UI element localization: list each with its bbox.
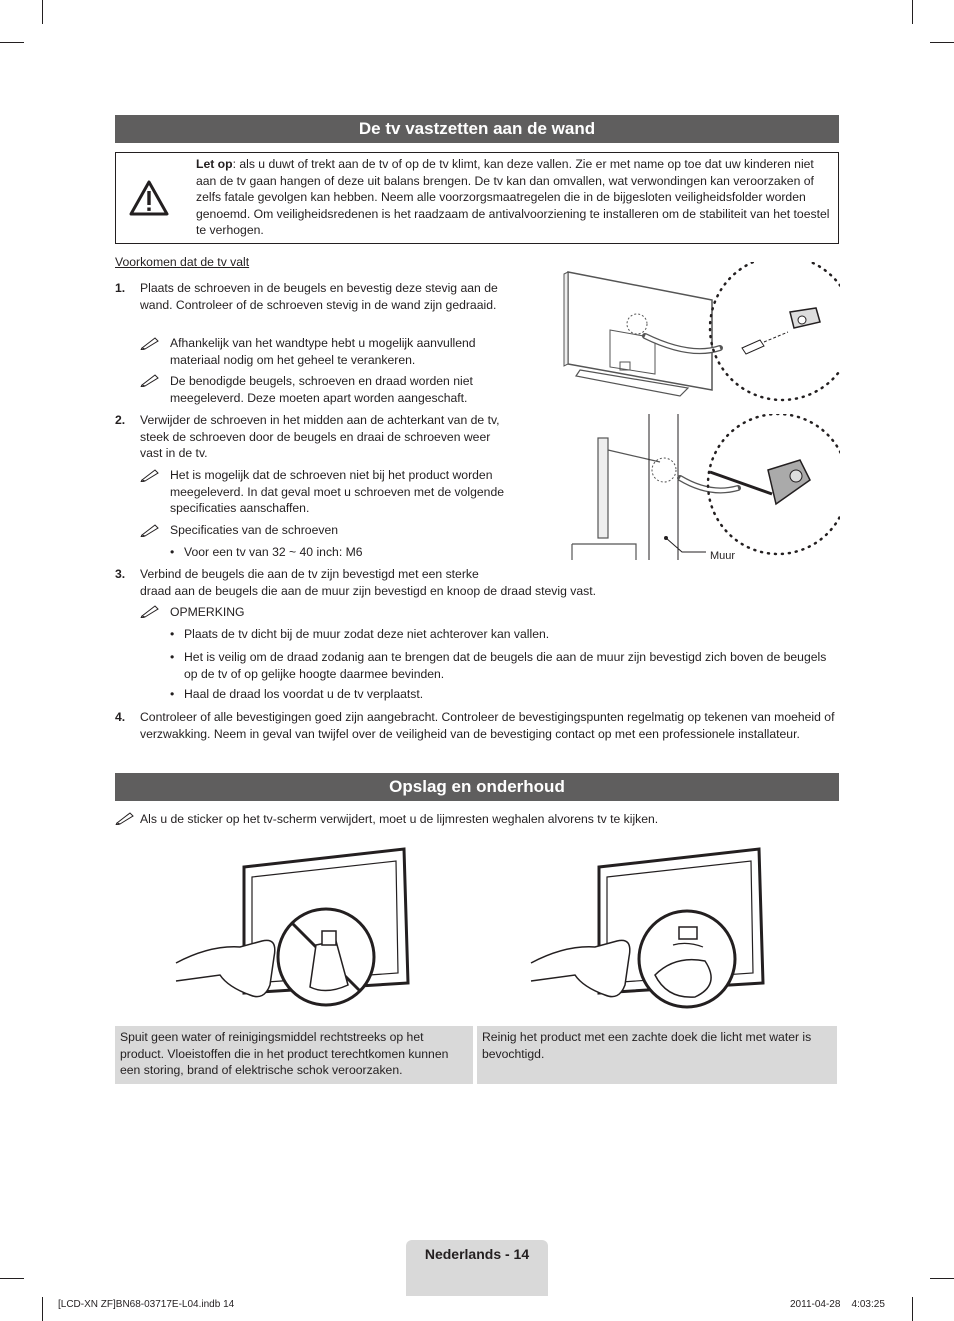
step-text: draad aan de beugels die aan de muur zijn bevestigd en knoop de draad stevig vast. (140, 584, 596, 598)
step-number: 2. (115, 413, 126, 427)
section-title-wall-mount: De tv vastzetten aan de wand (115, 115, 839, 143)
step-text: Verbind de beugels die aan de tv zijn bevestigd met een sterke (140, 567, 479, 581)
footer-filename: [LCD-XN ZF]BN68-03717E-L04.indb 14 (58, 1299, 235, 1310)
step-text: Plaats de schroeven in de beugels en bevestig deze stevig aan de wand. Controleer of de schroeven stevig in de wand zijn gedraaid. (140, 281, 498, 312)
step-number: 3. (115, 567, 126, 581)
caption-no-spray: Spuit geen water of reinigingsmiddel rechtstreeks op het product. Vloeistoffen die in het product terechtkomen kunnen een storing, brand of elektrische schok veroorzaken. (115, 1026, 473, 1084)
step-text: Controleer of alle bevestigingen goed zijn aangebracht. Controleer de bevestigingspunten regelmatig op tekenen van moeheid of verzwakking. Neem in geval van twijfel over de veiligheid van de bevestiging contact op met een professionele installateur. (140, 710, 835, 741)
caption-cloth-wipe: Reinig het product met een zachte doek die licht met water is bevochtigd. (477, 1026, 837, 1084)
note-pencil-icon (115, 811, 135, 825)
bullet-text: Het is veilig om de draad zodanig aan te brengen dat de beugels die aan de muur zijn bevestigd zich boven de beugels op de tv of op gelijke hoogte daarmee bevinden. (184, 650, 827, 681)
crop-mark (42, 1297, 43, 1321)
bullet-dot: • (170, 545, 175, 559)
note-pencil-icon (140, 604, 160, 618)
subheading-prevent-fall: Voorkomen dat de tv valt (115, 255, 250, 269)
bullet-dot: • (170, 687, 175, 701)
bullet-dot: • (170, 627, 175, 641)
crop-mark (0, 42, 24, 43)
step-note: Het is mogelijk dat de schroeven niet bij het product worden meegeleverd. In dat geval moet u schroeven met de volgende specificaties aanschaffen. (170, 468, 505, 516)
bullet-text: Voor een tv van 32 ~ 40 inch: M6 (184, 545, 363, 559)
sticker-note: Als u de sticker op het tv-scherm verwijdert, moet u de lijmresten weghalen alvorens tv te kijken. (140, 812, 659, 826)
crop-mark (42, 0, 43, 24)
caution-label: Let op (196, 157, 233, 171)
note-pencil-icon (140, 523, 160, 537)
illustration-bracket-on-tv (520, 262, 840, 422)
step-note: Afhankelijk van het wandtype hebt u mogelijk aanvullend materiaal nodig om het geheel te verankeren. (170, 336, 476, 367)
figure-label-wall: Muur (710, 550, 736, 562)
step-number: 4. (115, 710, 126, 724)
illustration-wire-to-wall (560, 414, 840, 562)
note-pencil-icon (140, 373, 160, 387)
crop-mark (930, 1278, 954, 1279)
note-label: OPMERKING (170, 605, 245, 619)
footer-timestamp: 2011-04-28 4:03:25 (790, 1299, 885, 1310)
crop-mark (912, 1297, 913, 1321)
crop-mark (930, 42, 954, 43)
section-title-storage-maintenance: Opslag en onderhoud (115, 773, 839, 801)
bullet-dot: • (170, 650, 175, 664)
illustration-cloth-wipe (525, 845, 775, 1015)
note-pencil-icon (140, 336, 160, 350)
crop-mark (912, 0, 913, 24)
caution-text (196, 156, 832, 239)
page-number: Nederlands - 14 (406, 1240, 548, 1296)
caution-body: : als u duwt of trekt aan de tv of op de tv klimt, kan deze vallen. Zie er met name op toe dat uw kinderen niet aan de tv gaan hangen of deze uit balans brengen. De tv kan dan omvallen, wat verwondingen kan veroorzaken of zelfs fatale gevolgen kan hebben. Neem alle voorzorgsmaatregelen die in de bijgesloten veiligheidsfolder worden genoemd. Om veiligheidsredenen is het raadzaam de antivalvoorziening te installeren om de stabiliteit van het toestel te verhogen. (196, 157, 830, 238)
step-note: Specificaties van de schroeven (170, 523, 339, 537)
step-note: De benodigde beugels, schroeven en draad worden niet meegeleverd. Deze moeten apart worden aangeschaft. (170, 374, 473, 405)
crop-mark (0, 1278, 24, 1279)
warning-icon (129, 180, 169, 216)
step-text: Verwijder de schroeven in het midden aan de achterkant van de tv, steek de schroeven door de beugels en draai de schroeven weer vast in de tv. (140, 413, 500, 461)
bullet-text: Haal de draad los voordat u de tv verplaatst. (184, 687, 424, 701)
note-pencil-icon (140, 468, 160, 482)
illustration-no-spray (170, 845, 420, 1015)
bullet-text: Plaats de tv dicht bij de muur zodat deze niet achterover kan vallen. (184, 627, 550, 641)
caution-box (115, 152, 839, 244)
step-number: 1. (115, 281, 126, 295)
